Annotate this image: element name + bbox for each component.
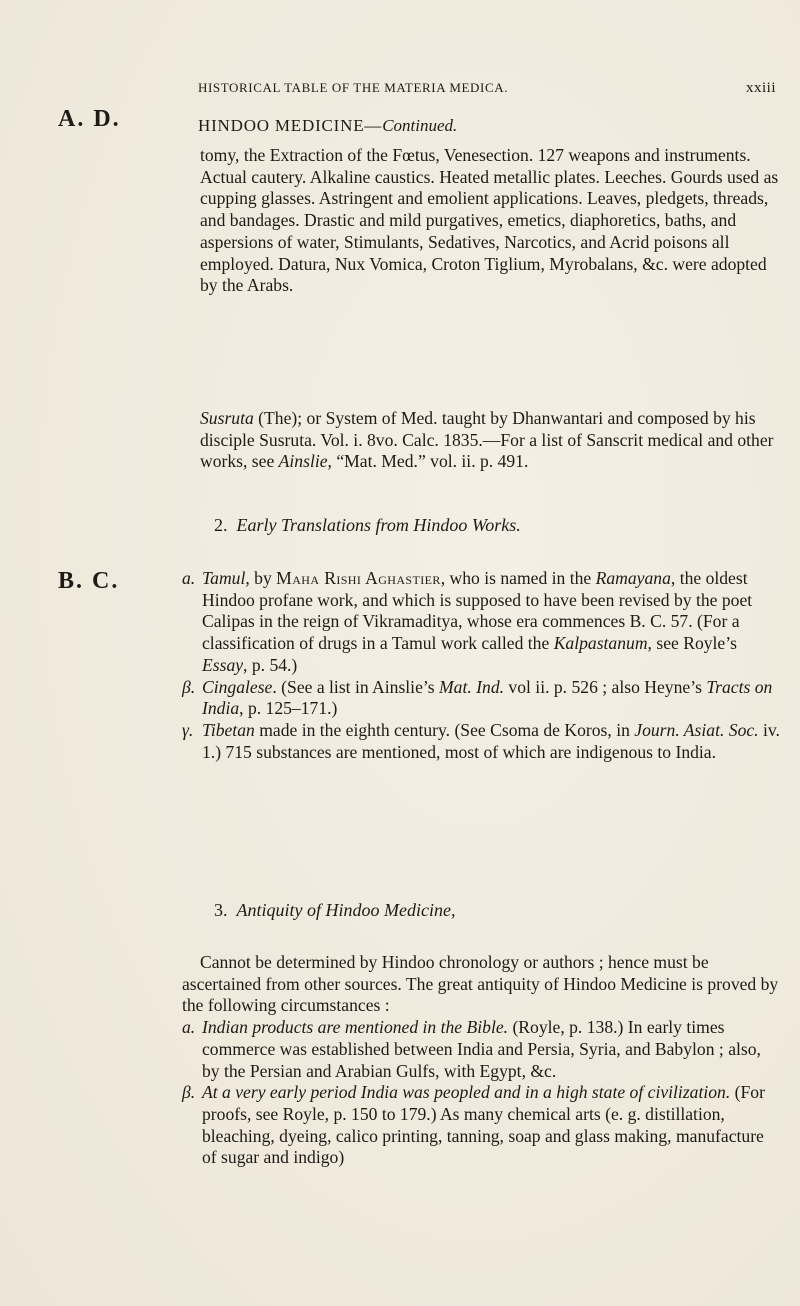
surgery-paragraph-block <box>200 145 780 297</box>
margin-label-ad: A. D. <box>58 106 121 132</box>
heading-2-text: Early Translations from Hindoo Works. <box>236 515 521 535</box>
heading-early-translations <box>214 515 521 536</box>
heading-3-text: Antiquity of Hindoo Medicine, <box>236 900 456 920</box>
heading-2-number: 2. <box>214 515 228 535</box>
item-marker: a. <box>182 568 196 588</box>
susruta-end: , “Mat. Med.” vol. ii. p. 491. <box>327 451 529 472</box>
page-number: xxiii <box>746 80 777 96</box>
item-work: Journ. Asiat. Soc. <box>634 719 759 740</box>
heading-3-number: 3. <box>214 900 228 920</box>
item-lang: Tibetan <box>202 719 255 740</box>
susruta-text: (The); or System of Med. taught by Dhanwantari and composed by his disciple Susruta. Vol. i. 8vo. Calc. 1835.—For a list of Sanscrit medical and other works, see <box>200 408 774 472</box>
susruta-title: Susruta <box>200 408 254 428</box>
translation-item-cingalese <box>182 677 780 720</box>
running-header: HISTORICAL TABLE OF THE MATERIA MEDICA. <box>198 80 509 95</box>
item-text: iv. 1.) 715 substances are mentioned, most of which are indigenous to India. <box>202 719 780 762</box>
item-text: . (See a list in Ainslie’s <box>272 676 440 697</box>
susruta-ainslie: Ainslie <box>278 451 328 472</box>
item-text: , p. 125–171.) <box>239 698 338 719</box>
item-text: , by <box>245 568 277 588</box>
translation-item-tibetan <box>182 720 780 763</box>
item-text: made in the eighth century. (See Csoma de Koros, in <box>254 719 635 740</box>
section-title-text: HINDOO MEDICINE— <box>198 116 383 135</box>
item-work: Mat. Ind. <box>439 676 505 697</box>
antiquity-item-bible <box>182 1017 780 1082</box>
susruta-paragraph <box>182 408 780 473</box>
item-work: Essay <box>202 654 244 675</box>
translations-list <box>182 568 780 763</box>
item-marker: β. <box>182 1082 196 1103</box>
section-title-continued: Continued. <box>382 116 458 135</box>
antiquity-item-civilization <box>182 1082 780 1169</box>
item-lang: Tamul <box>202 568 246 588</box>
item-text: (For proofs, see Royle, p. 150 to 179.) As many chemical arts (e. g. distillation, bleaching, dyeing, calico printing, tanning, soap and glass making, manufacture of sugar and indigo) <box>202 1082 765 1168</box>
item-text: , who is named in the <box>440 568 596 588</box>
antiquity-block <box>182 952 780 1169</box>
item-marker: β. <box>182 676 196 697</box>
surgery-paragraph: tomy, the Extraction of the Fœtus, Venesection. 127 weapons and instruments. Actual cautery. Alkaline caustics. Heated metallic plates. Leeches. Gourds used as cupping glasses. Astringent and emolient applications. Leaves, pledgets, threads, and bandages. Drastic and mild purgatives, emetics, diaphoretics, baths, and aspersions of water, Stimulants, Sedatives, Narcotics, and Acrid poisons all employed. Datura, Nux Vomica, Croton Tiglium, Myrobalans, &c. were adopted by the Arabs. <box>200 145 779 296</box>
item-text: , see Royle’s <box>647 633 737 654</box>
item-work: Ramayana <box>595 568 671 588</box>
item-text: (Royle, p. 138.) In early times commerce was established between India and Persia, Syria, and Babylon ; also, by the Persian and Arabian Gulfs, with Egypt, &c. <box>202 1017 761 1081</box>
translation-item-tamul <box>182 568 780 677</box>
heading-antiquity <box>214 900 455 921</box>
item-text: , the oldest Hindoo profane work, and which is supposed to have been revised by the poet Calipas in the reign of Vikramaditya, whose era commences B. C. 57. (For a classification of drugs in a Tamul work called the <box>202 568 753 654</box>
section-title <box>198 116 457 136</box>
item-text: , p. 54.) <box>243 654 298 675</box>
item-lead: Indian products are mentioned in the Bible. <box>202 1017 509 1038</box>
item-lang: Cingalese <box>202 676 273 697</box>
item-marker: a. <box>182 1017 196 1038</box>
susruta-block <box>182 408 780 473</box>
antiquity-intro: Cannot be determined by Hindoo chronology or authors ; hence must be ascertained from other sources. The great antiquity of Hindoo Medicine is proved by the following circumstances : <box>182 952 779 1016</box>
item-work: Tracts on India <box>202 676 773 719</box>
margin-label-bc: B. C. <box>58 568 120 594</box>
item-text: vol ii. p. 526 ; also Heyne’s <box>504 676 707 697</box>
item-marker: γ. <box>182 719 194 740</box>
item-lead: At a very early period India was peopled and in a high state of civilization. <box>202 1082 731 1103</box>
item-work: Kalpastanum <box>553 633 648 654</box>
item-author: Maha Rishi Aghastier <box>276 568 441 588</box>
